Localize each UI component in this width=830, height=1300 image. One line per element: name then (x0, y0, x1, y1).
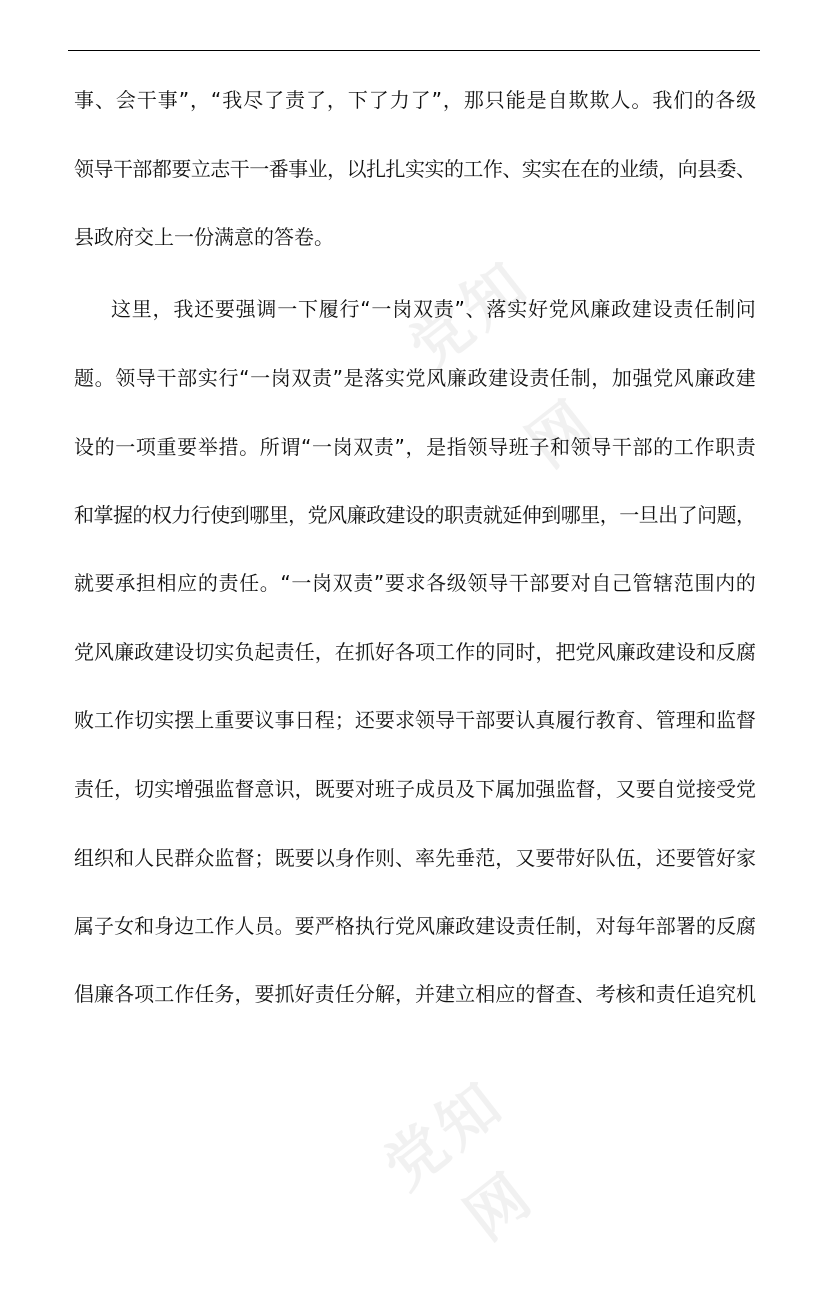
text-line-5: 题。领导干部实行“一岗双责”是落实党风廉政建设责任制，加强党风廉政建 (74, 366, 757, 390)
text-line-2: 领导干部都要立志干一番事业，以扎扎实实的工作、实实在在的业绩，向县委、 (74, 157, 756, 181)
text-line-10: 败工作切实摆上重要议事日程；还要求领导干部要认真履行教育、管理和监督 (74, 708, 757, 732)
text-line-9: 党风廉政建设切实负起责任，在抓好各项工作的同时，把党风廉政建设和反腐 (74, 640, 757, 664)
text-line-4: 这里，我还要强调一下履行“一岗双责”、落实好党风廉政建设责任制问 (111, 297, 757, 321)
text-line-3: 县政府交上一份满意的答卷。 (74, 225, 334, 249)
text-line-8: 就要承担相应的责任。“一岗双责”要求各级领导干部要对自己管辖范围内的 (74, 571, 757, 595)
text-line-6: 设的一项重要举措。所谓“一岗双责”，是指领导班子和领导干部的工作职责 (74, 435, 757, 459)
text-line-7: 和掌握的权力行使到哪里，党风廉政建设的职责就延伸到哪里，一旦出了问题， (74, 503, 756, 527)
text-line-13: 属子女和身边工作人员。要严格执行党风廉政建设责任制，对每年部署的反腐 (74, 914, 757, 938)
text-line-11: 责任，切实增强监督意识，既要对班子成员及下属加强监督，又要自觉接受党 (74, 777, 757, 801)
watermark-bottom: 党知网 (371, 1066, 548, 1254)
header-rule (68, 50, 760, 51)
watermark-main: 党知网 (396, 246, 610, 482)
text-line-14: 倡廉各项工作任务，要抓好责任分解，并建立相应的督查、考核和责任追究机 (74, 982, 757, 1006)
text-line-1: 事、会干事”，“我尽了责了，下了力了”，那只能是自欺欺人。我们的各级 (74, 88, 758, 112)
text-line-12: 组织和人民群众监督；既要以身作则、率先垂范，又要带好队伍，还要管好家 (74, 846, 757, 870)
